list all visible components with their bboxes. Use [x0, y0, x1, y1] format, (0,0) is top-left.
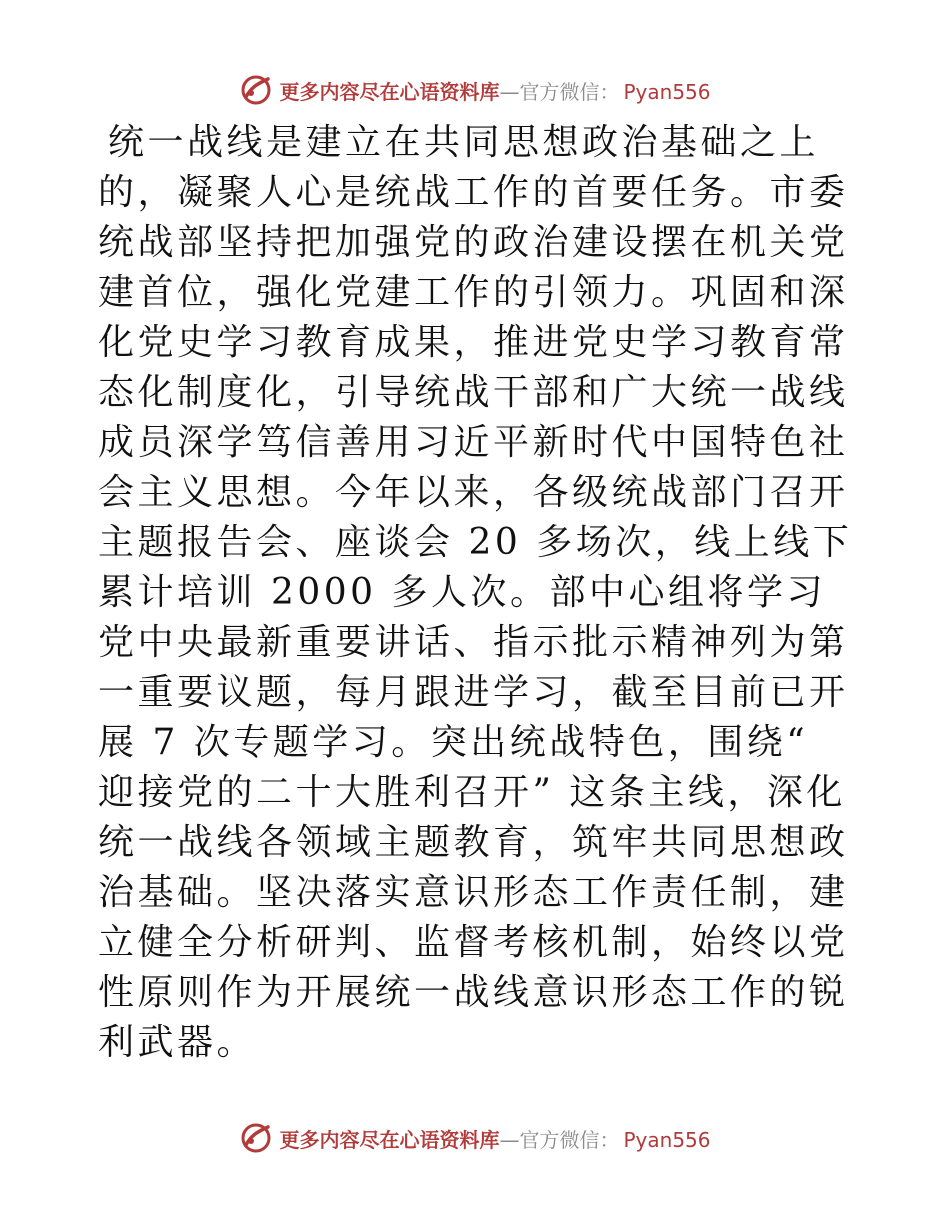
watermark-wechat-id: Pyan556	[623, 1127, 711, 1152]
watermark-text	[279, 1124, 710, 1153]
header-watermark	[0, 70, 950, 110]
brand-logo-icon	[239, 1121, 273, 1155]
watermark-separator: —	[499, 79, 520, 104]
watermark-official-label: 官方微信：	[519, 79, 620, 104]
watermark-wechat-id: Pyan556	[623, 79, 711, 104]
document-body	[98, 118, 858, 1088]
watermark-text	[279, 76, 710, 105]
watermark-official-label: 官方微信：	[519, 1127, 620, 1152]
brand-logo-icon	[239, 73, 273, 107]
document-paragraph: 统一战线是建立在共同思想政治基础之上的，凝聚人心是统战工作的首要任务。市委统战部坚持把加强党的政治建设摆在机关党建首位，强化党建工作的引领力。巩固和深化党史学习教育成果，推进党史学习教育常态化制度化，引导统战干部和广大统一战线成员深学笃信善用习近平新时代中国特色社会主义思想。今年以来，各级统战部门召开主题报告会、座谈会 20 多场次，线上线下累计培训 2000 多人次。部中心组将学习党中央最新重要讲话、指示批示精神列为第一重要议题，每月跟进学习，截至目前已开展 7 次专题学习。突出统战特色，围绕“ 迎接党的二十大胜利召开” 这条主线，深化统一战线各领域主题教育，筑牢共同思想政治基础。坚决落实意识形态工作责任制，建立健全分析研判、监督考核机制，始终以党性原则作为开展统一战线意识形态工作的锐利武器。	[98, 122, 853, 1063]
watermark-brand: 更多内容尽在心语资料库	[279, 79, 500, 104]
footer-watermark	[0, 1118, 950, 1158]
watermark-brand: 更多内容尽在心语资料库	[279, 1127, 500, 1152]
watermark-separator: —	[499, 1127, 520, 1152]
